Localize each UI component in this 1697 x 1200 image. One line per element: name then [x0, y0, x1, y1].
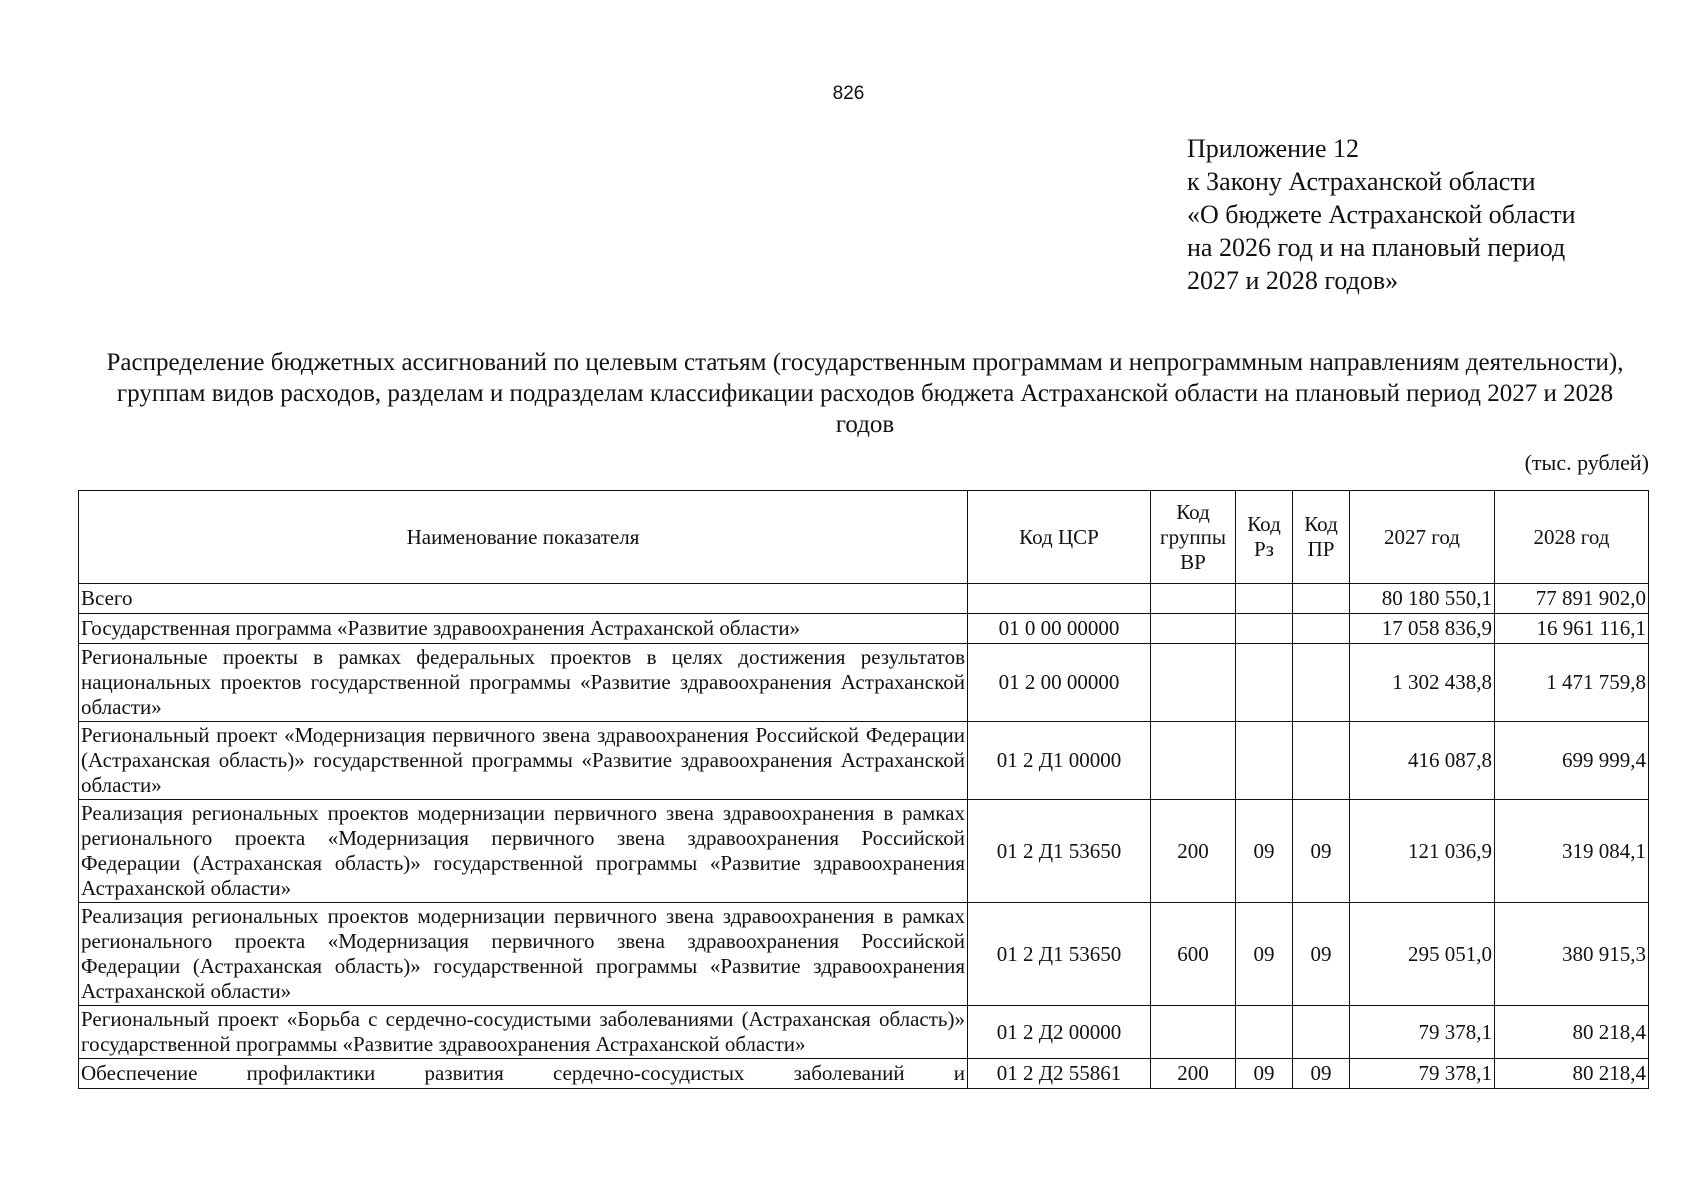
budget-table	[78, 490, 1649, 1089]
row-name: Обеспечение профилактики развития сердечно-сосудистых заболеваний и	[79, 1059, 968, 1089]
row-2028: 80 218,4	[1495, 1059, 1649, 1089]
row-rz	[1236, 584, 1293, 614]
row-2028: 77 891 902,0	[1495, 584, 1649, 614]
row-pr	[1293, 1006, 1350, 1059]
table-row	[79, 584, 1649, 614]
row-2027: 416 087,8	[1350, 722, 1495, 800]
row-pr	[1293, 614, 1350, 644]
row-vr: 600	[1151, 903, 1236, 1006]
row-2028: 319 084,1	[1495, 800, 1649, 903]
row-rz: 09	[1236, 903, 1293, 1006]
row-csr: 01 2 Д1 53650	[968, 903, 1151, 1006]
row-pr: 09	[1293, 1059, 1350, 1089]
row-rz	[1236, 1006, 1293, 1059]
row-name: Реализация региональных проектов модернизации первичного звена здравоохранения в рамках регионального проекта «Модернизация первичного звена здравоохранения Российской Федерации (Астраханская область)» государственной программы «Развитие здравоохранения Астраханской области»	[79, 903, 968, 1006]
table-row	[79, 1059, 1649, 1089]
row-2027: 80 180 550,1	[1350, 584, 1495, 614]
appendix-line: на 2026 год и на плановый период	[1187, 233, 1566, 262]
row-vr	[1151, 1006, 1236, 1059]
row-name: Всего	[79, 584, 968, 614]
table-header-row	[79, 491, 1649, 584]
row-2028: 16 961 116,1	[1495, 614, 1649, 644]
row-2028: 699 999,4	[1495, 722, 1649, 800]
row-name: Региональный проект «Модернизация первичного звена здравоохранения Российской Федерации (Астраханская область)» государственной программы «Развитие здравоохранения Астраханской области»	[79, 722, 968, 800]
row-rz	[1236, 644, 1293, 722]
row-pr	[1293, 584, 1350, 614]
header-csr: Код ЦСР	[968, 491, 1151, 584]
row-csr: 01 2 Д1 53650	[968, 800, 1151, 903]
row-pr	[1293, 644, 1350, 722]
row-2027: 121 036,9	[1350, 800, 1495, 903]
row-vr	[1151, 614, 1236, 644]
row-csr: 01 2 00 00000	[968, 644, 1151, 722]
header-rz: Код Рз	[1236, 491, 1293, 584]
row-csr: 01 0 00 00000	[968, 614, 1151, 644]
row-rz	[1236, 614, 1293, 644]
row-2028: 80 218,4	[1495, 1006, 1649, 1059]
appendix-line: 2027 и 2028 годов»	[1187, 266, 1399, 295]
table-row	[79, 614, 1649, 644]
row-csr: 01 2 Д1 00000	[968, 722, 1151, 800]
document-title: Распределение бюджетных ассигнований по целевым статьям (государственным программам и непрограммным направлениям деятельности), группам видов расходов, разделам и подразделам классификации расходов бюджета Астраханской области на плановый период 2027 и 2028 годов	[106, 349, 1624, 438]
row-name: Реализация региональных проектов модернизации первичного звена здравоохранения в рамках регионального проекта «Модернизация первичного звена здравоохранения Российской Федерации (Астраханская область)» государственной программы «Развитие здравоохранения Астраханской области»	[79, 800, 968, 903]
row-name: Региональный проект «Борьба с сердечно-сосудистыми заболеваниями (Астраханская область)» государственной программы «Развитие здравоохранения Астраханской области»	[79, 1006, 968, 1059]
appendix-line: «О бюджете Астраханской области	[1187, 200, 1576, 229]
page-number: 826	[832, 83, 865, 104]
row-rz	[1236, 722, 1293, 800]
header-2028: 2028 год	[1495, 491, 1649, 584]
row-vr	[1151, 644, 1236, 722]
table-row	[79, 800, 1649, 903]
row-2028: 1 471 759,8	[1495, 644, 1649, 722]
table-row	[79, 1006, 1649, 1059]
table-row	[79, 903, 1649, 1006]
row-rz: 09	[1236, 1059, 1293, 1089]
row-rz: 09	[1236, 800, 1293, 903]
header-vr: Код группы ВР	[1151, 491, 1236, 584]
appendix-line: Приложение 12	[1187, 134, 1360, 163]
row-pr: 09	[1293, 800, 1350, 903]
row-2027: 17 058 836,9	[1350, 614, 1495, 644]
row-name: Региональные проекты в рамках федеральных проектов в целях достижения результатов национальных проектов государственной программы «Развитие здравоохранения Астраханской области»	[79, 644, 968, 722]
row-2027: 79 378,1	[1350, 1006, 1495, 1059]
appendix-block	[1187, 132, 1576, 297]
row-vr	[1151, 722, 1236, 800]
header-pr: Код ПР	[1293, 491, 1350, 584]
row-csr: 01 2 Д2 55861	[968, 1059, 1151, 1089]
header-name: Наименование показателя	[79, 491, 968, 584]
row-vr	[1151, 584, 1236, 614]
row-vr: 200	[1151, 1059, 1236, 1089]
table-row	[79, 644, 1649, 722]
appendix-line: к Закону Астраханской области	[1187, 167, 1536, 196]
row-pr	[1293, 722, 1350, 800]
table-row	[79, 722, 1649, 800]
row-2027: 79 378,1	[1350, 1059, 1495, 1089]
units-label: (тыс. рублей)	[1524, 450, 1649, 475]
row-2027: 1 302 438,8	[1350, 644, 1495, 722]
row-pr: 09	[1293, 903, 1350, 1006]
row-name: Государственная программа «Развитие здравоохранения Астраханской области»	[79, 614, 968, 644]
row-csr: 01 2 Д2 00000	[968, 1006, 1151, 1059]
row-csr	[968, 584, 1151, 614]
row-2028: 380 915,3	[1495, 903, 1649, 1006]
row-2027: 295 051,0	[1350, 903, 1495, 1006]
header-2027: 2027 год	[1350, 491, 1495, 584]
row-vr: 200	[1151, 800, 1236, 903]
